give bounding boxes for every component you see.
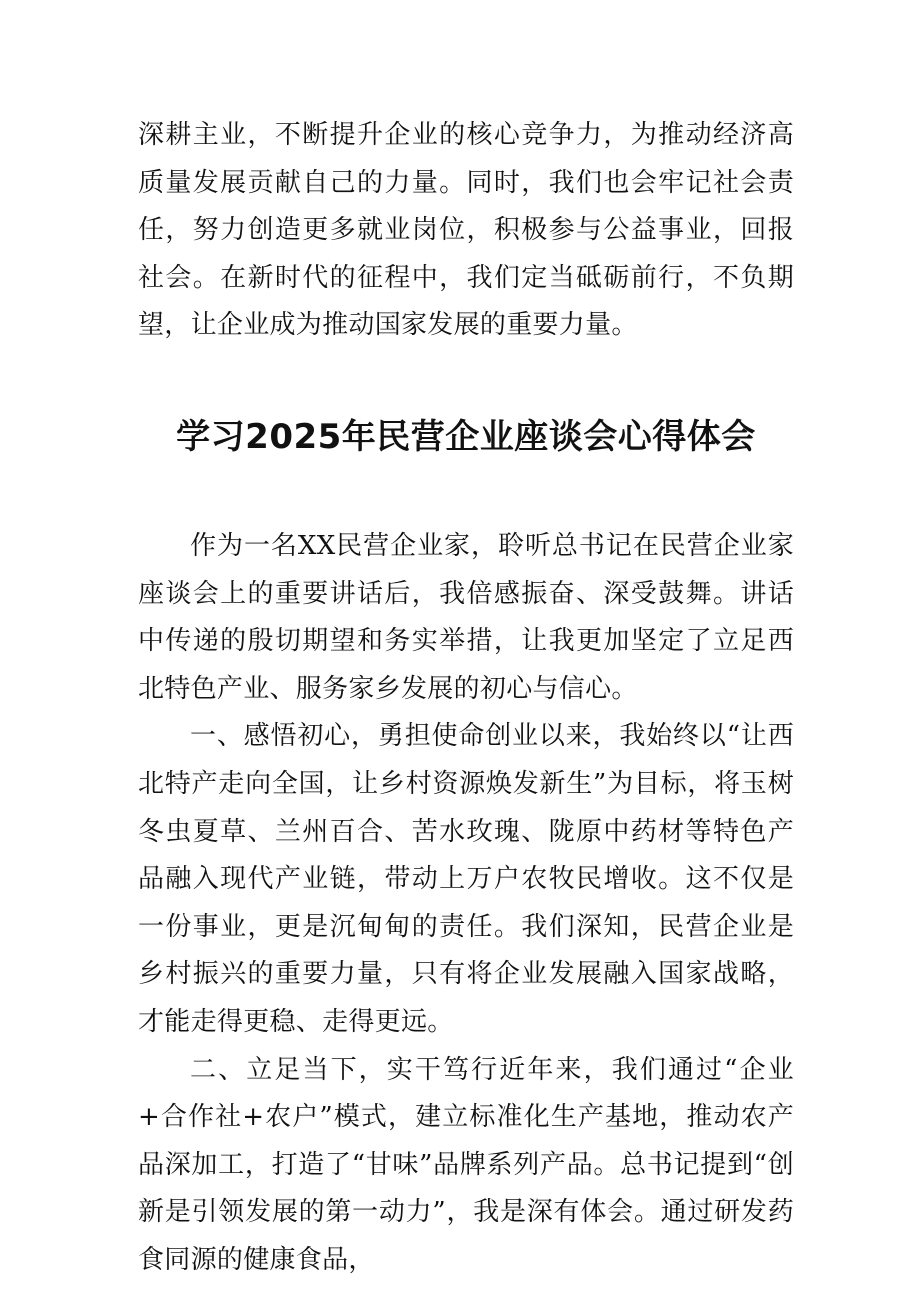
document-body <box>138 112 794 1284</box>
body-paragraph-2: 一、感悟初心，勇担使命创业以来，我始终以“让西北特产走向全国，让乡村资源焕发新生”为目标，将玉树冬虫夏草、兰州百合、苦水玫瑰、陇原中药材等特色产品融入现代产业链，带动上万户农牧民增收。这不仅是一份事业，更是沉甸甸的责任。我们深知，民营企业是乡村振兴的重要力量，只有将企业发展融入国家战略，才能走得更稳、走得更远。 <box>138 721 794 1037</box>
body-paragraph-1: 作为一名XX民营企业家，聆听总书记在民营企业家座谈会上的重要讲话后，我倍感振奋、深受鼓舞。讲话中传递的殷切期望和务实举措，让我更加坚定了立足西北特色产业、服务家乡发展的初心与信心。 <box>138 530 794 704</box>
intro-paragraph: 深耕主业，不断提升企业的核心竞争力，为推动经济高质量发展贡献自己的力量。同时，我们也会牢记社会责任，努力创造更多就业岗位，积极参与公益事业，回报社会。在新时代的征程中，我们定当砥砺前行，不负期望，让企业成为推动国家发展的重要力量。 <box>138 120 794 341</box>
document-title: 学习2025年民营企业座谈会心得体会 <box>176 416 756 457</box>
body-paragraph-3: 二、立足当下，实干笃行近年来，我们通过“企业+合作社+农户”模式，建立标准化生产基地，推动农产品深加工，打造了“甘味”品牌系列产品。总书记提到“创新是引领发展的第一动力”，我是深有体会。通过研发药食同源的健康食品， <box>138 1054 794 1275</box>
